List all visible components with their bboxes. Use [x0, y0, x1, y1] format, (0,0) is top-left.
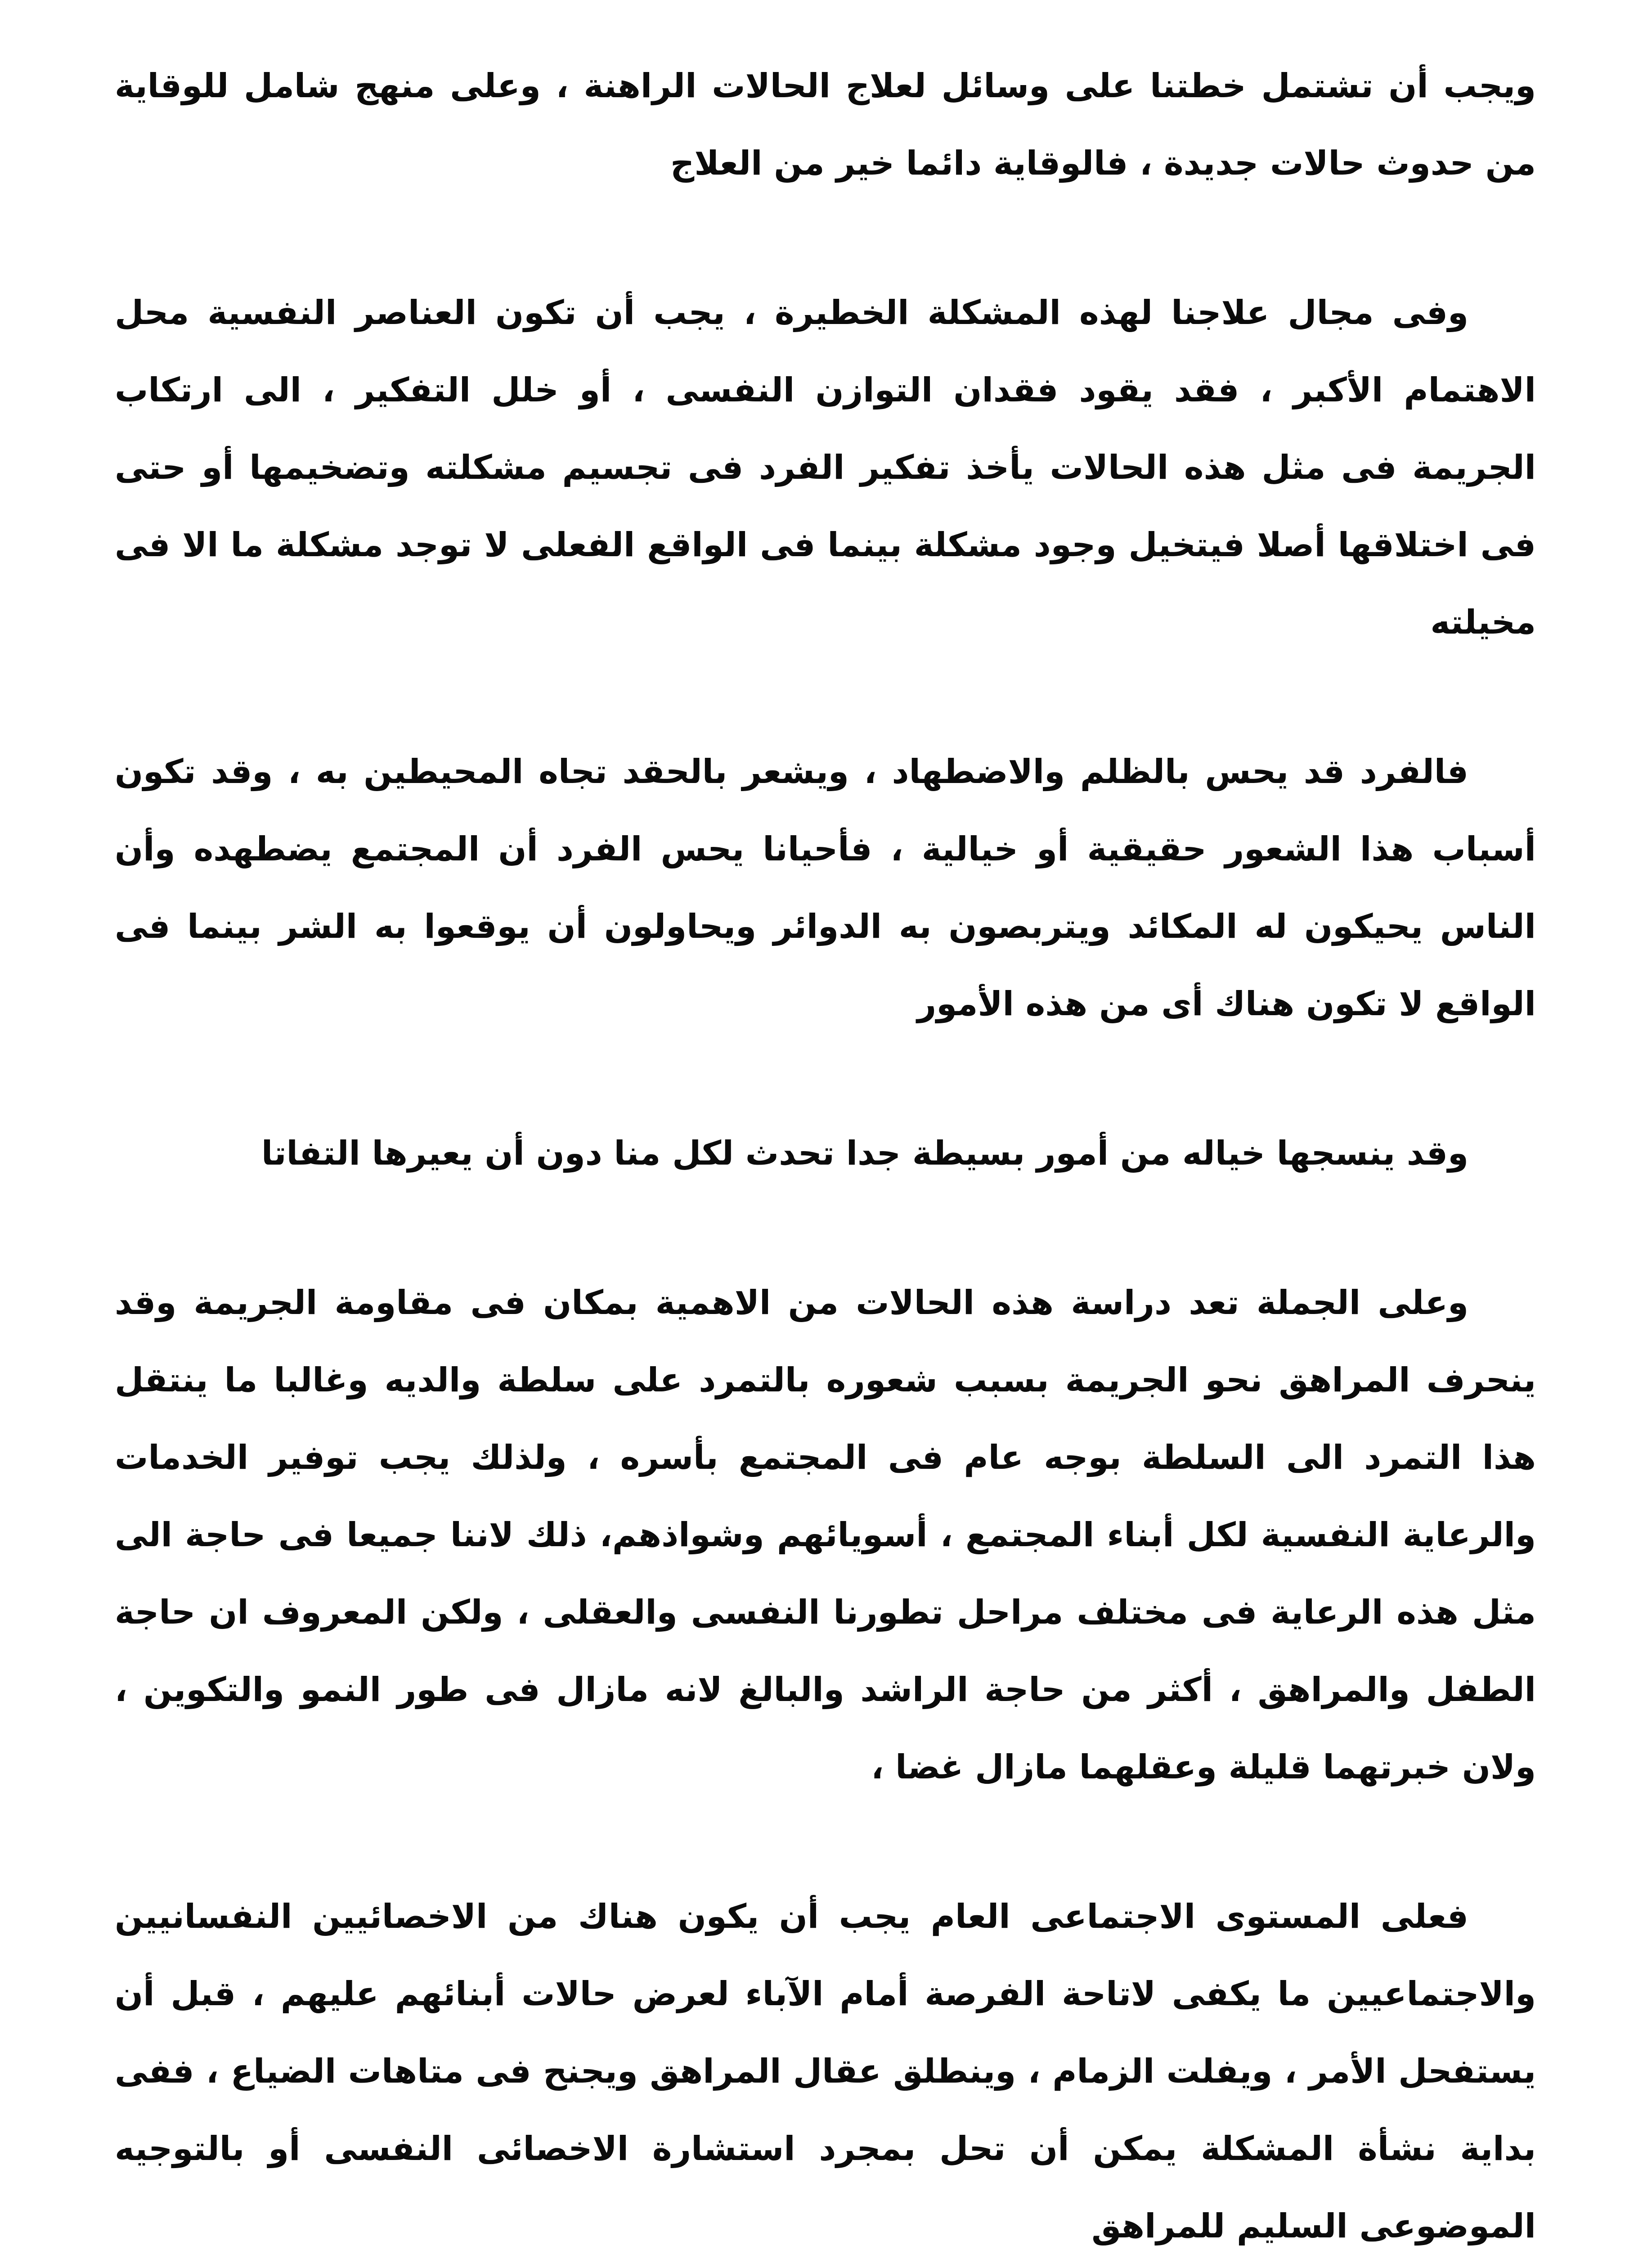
- paragraph-5: وعلى الجملة تعد دراسة هذه الحالات من الاهمية بمكان فى مقاومة الجريمة وقد ينحرف المراهق نحو الجريمة بسبب شعوره بالتمرد على سلطة والديه وغالبا ما ينتقل هذا التمرد الى السلطة بوجه عام فى المجتمع بأسره ، ولذلك يجب توفير الخدمات والرعاية النفسية لكل أبناء المجتمع ، أسويائهم وشواذهم، ذلك لاننا جميعا فى حاجة الى مثل هذه الرعاية فى مختلف مراحل تطورنا النفسى والعقلى ، ولكن المعروف ان حاجة الطفل والمراهق ، أكثر من حاجة الراشد والبالغ لانه مازال فى طور النمو والتكوين ، ولان خبرتهما قليلة وعقلهما مازال غضا ،: [115, 1283, 1536, 1786]
- body-text: [115, 47, 1536, 2250]
- paragraph-3: فالفرد قد يحس بالظلم والاضطهاد ، ويشعر بالحقد تجاه المحيطين به ، وقد تكون أسباب هذا الشعور حقيقية أو خيالية ، فأحيانا يحس الفرد أن المجتمع يضطهده وأن الناس يحيكون له المكائد ويتربصون به الدوائر ويحاولون أن يوقعوا به الشر بينما فى الواقع لا تكون هناك أى من هذه الأمور: [115, 752, 1536, 1023]
- paragraph-2: وفى مجال علاجنا لهذه المشكلة الخطيرة ، يجب أن تكون العناصر النفسية محل الاهتمام الأكبر ، فقد يقود فقدان التوازن النفسى ، أو خلل التفكير ، الى ارتكاب الجريمة فى مثل هذه الحالات يأخذ تفكير الفرد فى تجسيم مشكلته وتضخيمها أو حتى فى اختلاقها أصلا فيتخيل وجود مشكلة بينما فى الواقع الفعلى لا توجد مشكلة ما الا فى مخيلته: [115, 293, 1536, 642]
- paragraph-1: ويجب أن تشتمل خطتنا على وسائل لعلاج الحالات الراهنة ، وعلى منهج شامل للوقاية من حدوث حالات جديدة ، فالوقاية دائما خير من العلاج: [115, 67, 1536, 183]
- paragraph-4: وقد ينسجها خياله من أمور بسيطة جدا تحدث لكل منا دون أن يعيرها التفاتا: [261, 1134, 1468, 1173]
- paragraph-6: فعلى المستوى الاجتماعى العام يجب أن يكون هناك من الاخصائيين النفسانيين والاجتماعيين ما يكفى لاتاحة الفرصة أمام الآباء لعرض حالات أبنائهم عليهم ، قبل أن يستفحل الأمر ، ويفلت الزمام ، وينطلق عقال المراهق ويجنح فى متاهات الضياع ، ففى بداية نشأة المشكلة يمكن أن تحل بمجرد استشارة الاخصائى النفسى أو بالتوجيه الموضوعى السليم للمراهق: [115, 1897, 1536, 2246]
